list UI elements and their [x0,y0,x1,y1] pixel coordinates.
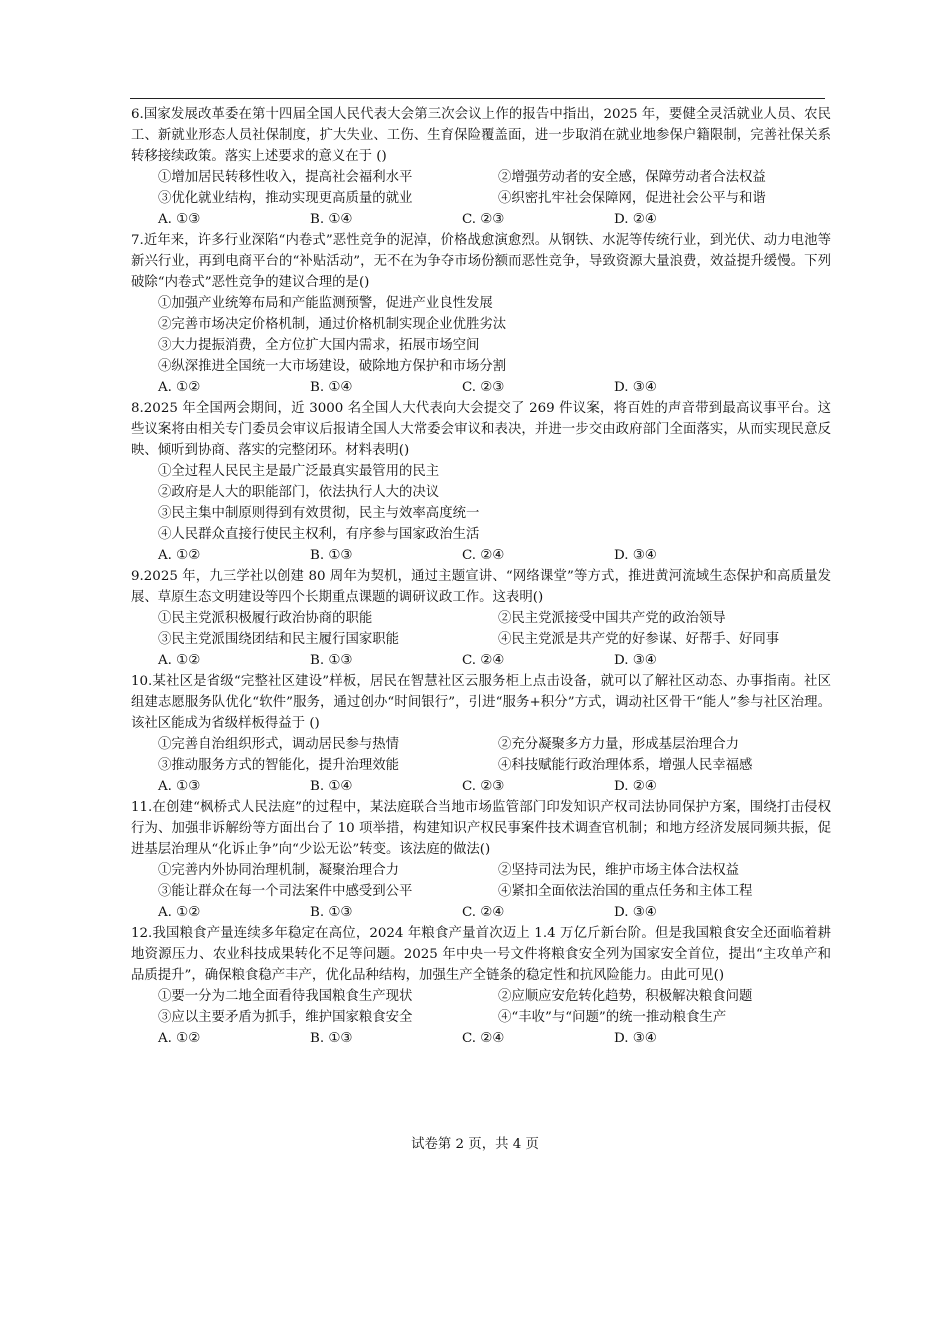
choice: A. ①② [158,380,201,395]
answer-choices [131,776,831,797]
answer-choices [131,650,831,671]
option: ④民主党派是共产党的好参谋、好帮手、好同事 [498,632,780,647]
option: ③推动服务方式的智能化，提升治理效能 [158,758,400,773]
choice: B. ①③ [310,548,353,563]
question-stem: 12.我国粮食产量连续多年稳定在高位，2024 年粮食产量首次迈上 1.4 万亿斤新台阶。但是我国粮食安全还面临着耕地资源压力、农业科技成果转化不足等问题。2025 年中央一号文件将粮食安全列为国家安全首位，提出“主攻单产和品质提升”，确保粮食稳产丰产，优化品种结构，加强生产全链条的稳定性和抗风险能力。由此可见() [131,926,831,983]
question-8 [131,398,831,566]
choice: D. ③④ [614,548,657,563]
choice: D. ③④ [614,380,657,395]
options [131,167,831,209]
answer-choices [131,545,831,566]
options [131,986,831,1028]
answer-choices [131,1028,831,1049]
choice: D. ③④ [614,905,657,920]
question-stem: 8.2025 年全国两会期间，近 3000 名全国人大代表向大会提交了 269 件议案，将百姓的声音带到最高议事平台。这些议案将由相关专门委员会审议后报请全国人大常委会审议和表决，并进一步交由政府部门全面落实，从而实现民意反映、倾听到协商、落实的完整闭环。材料表明() [131,401,831,458]
option: ③优化就业结构，推动实现更高质量的就业 [158,191,413,206]
question-9 [131,566,831,671]
option: ④人民群众直接行使民主权利，有序参与国家政治生活 [158,527,480,542]
options [131,608,831,650]
choice: B. ①④ [310,779,353,794]
choice: C. ②③ [462,779,505,794]
page-footer: 试卷第 2 页，共 4 页 [411,1137,539,1152]
choice: D. ③④ [614,1031,657,1046]
choice: B. ①③ [310,653,353,668]
option: ②增强劳动者的安全感，保障劳动者合法权益 [498,170,766,185]
option: ②民主党派接受中国共产党的政治领导 [498,611,726,626]
choice: B. ①④ [310,212,353,227]
answer-choices [131,377,831,398]
option: ①完善内外协同治理机制，凝聚治理合力 [158,863,400,878]
option: ①全过程人民民主是最广泛最真实最管用的民主 [158,464,440,479]
option: ②充分凝聚多方力量，形成基层治理合力 [498,737,740,752]
choice: C. ②④ [462,905,505,920]
choice: C. ②④ [462,1031,505,1046]
option: ④“丰收”与“问题”的统一推动粮食生产 [498,1010,727,1025]
option: ①民主党派积极履行政治协商的职能 [158,611,373,626]
question-stem: 11.在创建“枫桥式人民法庭”的过程中，某法庭联合当地市场监管部门印发知识产权司法协同保护方案，围绕打击侵权行为、加强非诉解纷等方面出台了 10 项举措，构建知识产权民事案件技术调查官机制；和地方经济发展同频共振，促进基层治理从“化诉止争”向“少讼无讼”转变。该法庭的做法() [131,800,831,857]
answer-choices [131,902,831,923]
question-stem: 10.某社区是省级“完整社区建设”样板，居民在智慧社区云服务柜上点击设备，就可以了解社区动态、办事指南。社区组建志愿服务队优化“软件”服务，通过创办“时间银行”，引进“服务+积分”方式，调动社区骨干“能人”参与社区治理。该社区能成为省级样板得益于 () [131,674,831,731]
option: ②政府是人大的职能部门，依法执行人大的决议 [158,485,440,500]
option: ②完善市场决定价格机制，通过价格机制实现企业优胜劣汰 [158,317,507,332]
choice: C. ②③ [462,212,505,227]
option: ②应顺应安危转化趋势，积极解决粮食问题 [498,989,753,1004]
question-stem: 6.国家发展改革委在第十四届全国人民代表大会第三次会议上作的报告中指出，2025 年，要健全灵活就业人员、农民工、新就业形态人员社保制度，扩大失业、工伤、生育保险覆盖面，进一步取消在就业地参保户籍限制，完善社保关系转移接续政策。落实上述要求的意义在于 () [131,107,831,164]
question-stem: 7.近年来，许多行业深陷“内卷式”恶性竞争的泥淖，价格战愈演愈烈。从钢铁、水泥等传统行业，到光伏、动力电池等新兴行业，再到电商平台的“补贴活动”，无不在为争夺市场份额而恶性竞争，导致资源大量浪费，效益提升缓慢。下列破除“内卷式”恶性竞争的建议合理的是() [131,233,831,290]
option: ③能让群众在每一个司法案件中感受到公平 [158,884,413,899]
option: ③民主党派围绕团结和民主履行国家职能 [158,632,400,647]
question-11 [131,797,831,923]
question-stem: 9.2025 年，九三学社以创建 80 周年为契机，通过主题宣讲、“网络课堂”等方式，推进黄河流域生态保护和高质量发展、草原生态文明建设等四个长期重点课题的调研议政工作。这表明() [131,569,831,605]
option: ③民主集中制原则得到有效贯彻，民主与效率高度统一 [158,506,480,521]
question-6 [131,104,831,230]
choice: B. ①③ [310,905,353,920]
question-12 [131,923,831,1049]
option: ③大力提振消费，全方位扩大国内需求，拓展市场空间 [158,338,480,353]
choice: D. ②④ [614,212,657,227]
option: ④纵深推进全国统一大市场建设，破除地方保护和市场分割 [158,359,507,374]
choice: A. ①③ [158,779,201,794]
choice: B. ①④ [310,380,353,395]
option: ④科技赋能行政治理体系，增强人民幸福感 [498,758,753,773]
choice: B. ①③ [310,1031,353,1046]
question-7 [131,230,831,398]
choice: A. ①③ [158,212,201,227]
option: ①增加居民转移性收入，提高社会福利水平 [158,170,413,185]
option: ①完善自治组织形式，调动居民参与热情 [158,737,400,752]
question-10 [131,671,831,797]
options [131,860,831,902]
choice: A. ①② [158,653,201,668]
option: ④织密扎牢社会保障网，促进社会公平与和谐 [498,191,766,206]
option: ③应以主要矛盾为抓手，维护国家粮食安全 [158,1010,413,1025]
option: ②坚持司法为民，维护市场主体合法权益 [498,863,740,878]
choice: A. ①② [158,548,201,563]
option: ①加强产业统筹布局和产能监测预警，促进产业良性发展 [158,296,493,311]
header-rule [130,98,825,99]
option: ④紧扣全面依法治国的重点任务和主体工程 [498,884,753,899]
choice: D. ③④ [614,653,657,668]
choice: D. ②④ [614,779,657,794]
choice: C. ②④ [462,653,505,668]
answer-choices [131,209,831,230]
choice: C. ②③ [462,380,505,395]
question-list [131,104,831,1049]
options [131,734,831,776]
choice: C. ②④ [462,548,505,563]
choice: A. ①② [158,905,201,920]
option: ①要一分为二地全面看待我国粮食生产现状 [158,989,413,1004]
choice: A. ①② [158,1031,201,1046]
